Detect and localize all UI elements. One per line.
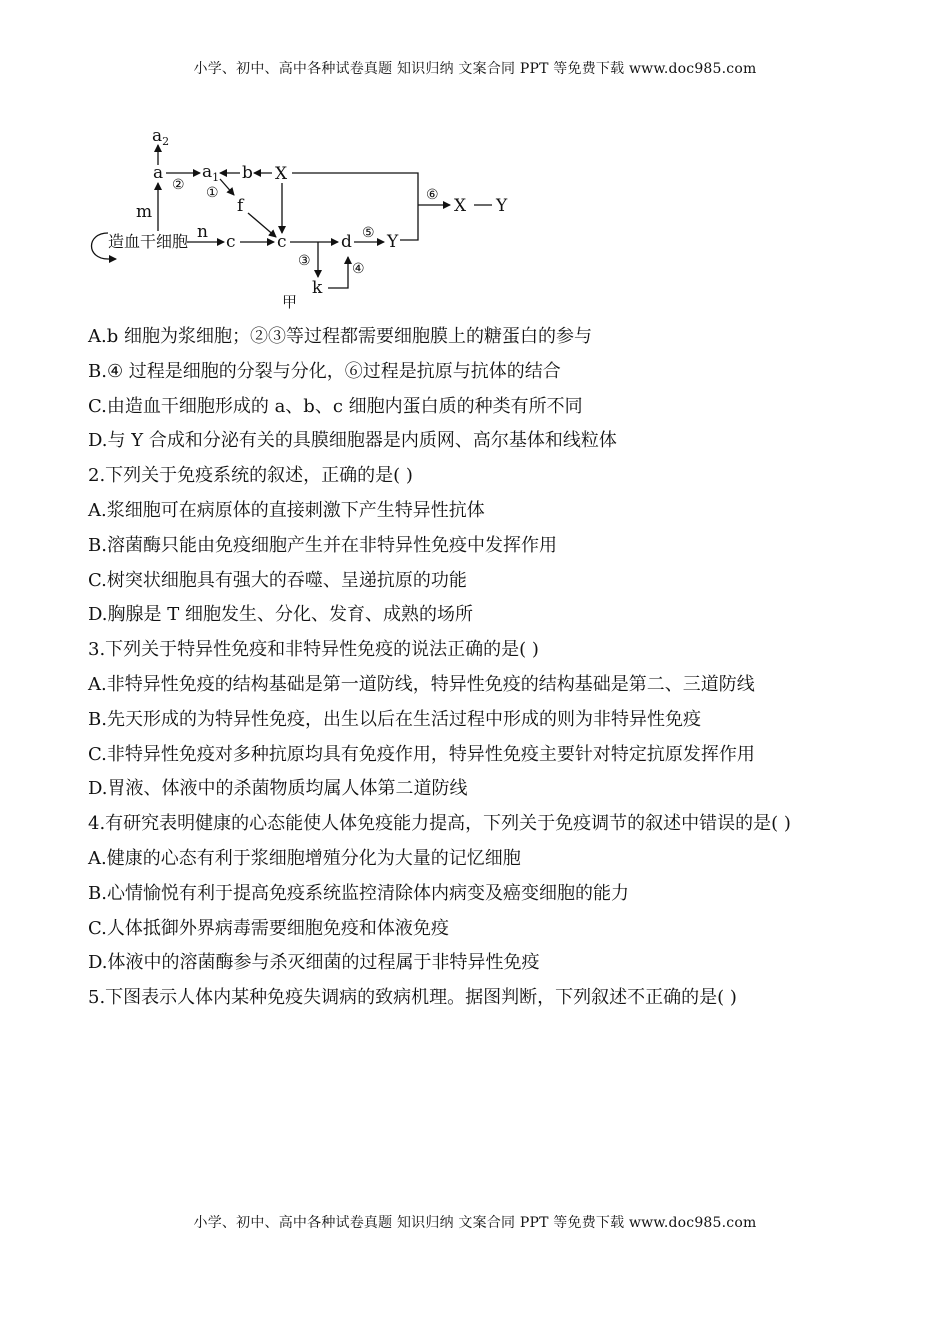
q4-option-c: C.人体抵御外界病毒需要细胞免疫和体液免疫 xyxy=(88,917,449,939)
stem-cell-label: 造血干细胞 xyxy=(108,232,189,251)
node-c-mid: c xyxy=(277,232,287,252)
q3-option-b: B.先天形成的为特异性免疫，出生以后在生活过程中形成的则为非特异性免疫 xyxy=(88,708,701,730)
step-4-label: ④ xyxy=(352,261,365,277)
diagram-caption: 甲 xyxy=(282,293,298,311)
q4-stem: 4.有研究表明健康的心态能使人体免疫能力提高，下列关于免疫调节的叙述中错误的是( ) xyxy=(88,813,791,835)
step-3-label: ③ xyxy=(298,253,311,269)
q4-option-d: D.体液中的溶菌酶参与杀灭细菌的过程属于非特异性免疫 xyxy=(88,952,540,974)
page-footer: 小学、初中、高中各种试卷真题 知识归纳 文案合同 PPT 等免费下载 www.doc985.com xyxy=(193,1215,757,1231)
step-1-label: ① xyxy=(206,185,219,201)
step-2-label: ② xyxy=(172,177,185,193)
q1-option-c: C.由造血干细胞形成的 a、b、c 细胞内蛋白质的种类有所不同 xyxy=(88,395,583,417)
node-x-top: X xyxy=(275,164,288,184)
q2-option-c: C.树突状细胞具有强大的吞噬、呈递抗原的功能 xyxy=(88,569,467,591)
arrow-a1-to-f xyxy=(220,179,234,195)
q1-option-b: B.④ 过程是细胞的分裂与分化，⑥过程是抗原与抗体的结合 xyxy=(88,360,561,382)
q1-option-d: D.与 Y 合成和分泌有关的具膜细胞器是内质网、高尔基体和线粒体 xyxy=(88,430,617,452)
node-a1: $a_1$ xyxy=(202,162,220,184)
q2-stem: 2.下列关于免疫系统的叙述，正确的是( ) xyxy=(88,465,413,487)
line-x-to-junction xyxy=(292,173,418,240)
q4-option-a: A.健康的心态有利于浆细胞增殖分化为大量的记忆细胞 xyxy=(88,847,521,869)
node-y-mid: Y xyxy=(387,232,399,252)
q1-option-a: A.b 细胞为浆细胞；②③等过程都需要细胞膜上的糖蛋白的参与 xyxy=(88,326,592,347)
q3-stem: 3.下列关于特异性免疫和非特异性免疫的说法正确的是( ) xyxy=(88,639,539,661)
q3-option-d: D.胃液、体液中的杀菌物质均属人体第二道防线 xyxy=(88,778,468,800)
q2-option-d: D.胸腺是 T 细胞发生、分化、发育、成熟的场所 xyxy=(88,604,473,626)
node-n: n xyxy=(197,222,208,242)
page-header: 小学、初中、高中各种试卷真题 知识归纳 文案合同 PPT 等免费下载 www.doc985.com xyxy=(193,61,757,77)
question-text xyxy=(88,320,888,1016)
node-a2: $a_2$ xyxy=(152,126,170,148)
node-c-left: c xyxy=(226,232,236,252)
node-a: a xyxy=(153,163,164,183)
immune-process-diagram xyxy=(82,125,522,315)
node-m: m xyxy=(136,202,153,222)
step-6-label: ⑥ xyxy=(426,187,439,203)
node-f: f xyxy=(237,196,244,216)
node-k: k xyxy=(312,278,323,298)
node-x-right: X xyxy=(454,196,467,216)
node-b: b xyxy=(242,163,253,183)
q4-option-b: B.心情愉悦有利于提高免疫系统监控清除体内病变及癌变细胞的能力 xyxy=(88,882,629,904)
arrow-f-to-c xyxy=(248,213,276,237)
arrow-k-to-d xyxy=(328,257,348,288)
q5-stem: 5.下图表示人体内某种免疫失调病的致病机理。据图判断，下列叙述不正确的是( ) xyxy=(88,987,737,1009)
node-y-right: Y xyxy=(496,196,508,216)
q3-option-a: A.非特异性免疫的结构基础是第一道防线，特异性免疫的结构基础是第二、三道防线 xyxy=(88,673,755,695)
step-5-label: ⑤ xyxy=(362,225,375,241)
q2-option-a: A.浆细胞可在病原体的直接刺激下产生特异性抗体 xyxy=(88,499,485,521)
q3-option-c: C.非特异性免疫对多种抗原均具有免疫作用，特异性免疫主要针对特定抗原发挥作用 xyxy=(88,743,755,765)
q2-option-b: B.溶菌酶只能由免疫细胞产生并在非特异性免疫中发挥作用 xyxy=(88,534,557,556)
node-d: d xyxy=(341,232,352,252)
